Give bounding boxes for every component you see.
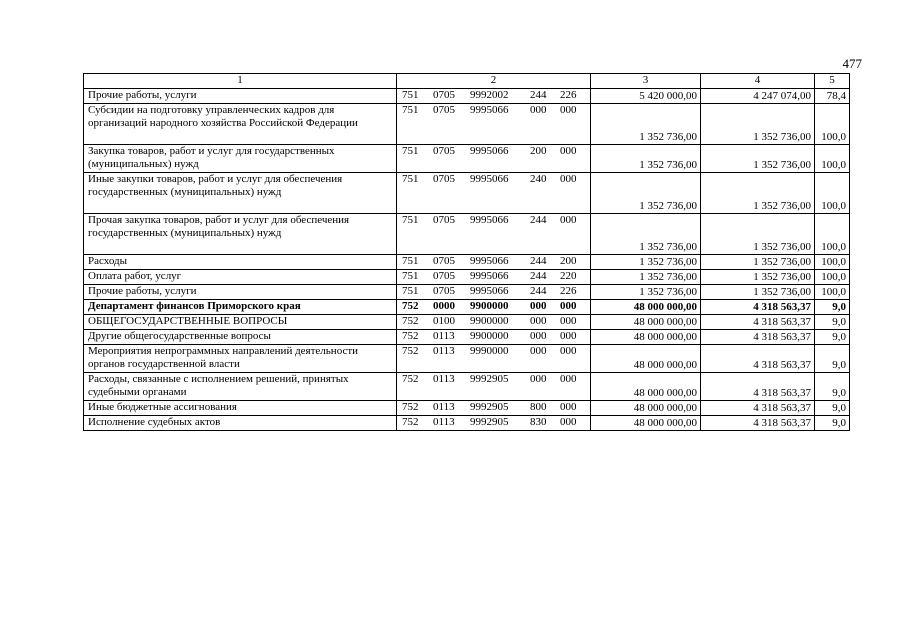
budget-table: [83, 73, 850, 431]
header-cell-2: 2: [397, 74, 591, 89]
row-plan-cell: 5 420 000,00: [591, 89, 701, 104]
code-part-4: 000: [530, 315, 547, 327]
table-row: [84, 300, 850, 315]
code-part-3: 9992905: [470, 401, 509, 413]
code-part-5: 000: [560, 373, 577, 385]
code-part-2: 0705: [433, 285, 455, 297]
code-part-1: 751: [402, 89, 419, 101]
row-percent-cell: 100,0: [815, 270, 850, 285]
row-code-cell: [397, 315, 591, 330]
code-part-5: 000: [560, 345, 577, 357]
code-part-4: 800: [530, 401, 547, 413]
row-name-cell: Прочие работы, услуги: [84, 89, 397, 104]
code-part-3: 9995066: [470, 255, 509, 267]
code-part-4: 830: [530, 416, 547, 428]
row-actual-cell: 4 318 563,37: [701, 416, 815, 431]
row-percent-cell: 100,0: [815, 173, 850, 214]
row-actual-cell: 4 318 563,37: [701, 345, 815, 373]
table-row: [84, 285, 850, 300]
row-plan-cell: 48 000 000,00: [591, 330, 701, 345]
row-name-cell: Исполнение судебных актов: [84, 416, 397, 431]
row-name-cell: Расходы: [84, 255, 397, 270]
code-part-3: 9990000: [470, 345, 509, 357]
row-percent-cell: 78,4: [815, 89, 850, 104]
code-part-4: 244: [530, 285, 547, 297]
row-actual-cell: 1 352 736,00: [701, 214, 815, 255]
row-actual-cell: 4 318 563,37: [701, 300, 815, 315]
code-part-5: 200: [560, 255, 577, 267]
code-part-2: 0113: [433, 401, 455, 413]
row-code-cell: [397, 285, 591, 300]
code-part-1: 752: [402, 345, 419, 357]
row-code-cell: [397, 104, 591, 145]
row-plan-cell: 1 352 736,00: [591, 104, 701, 145]
row-plan-cell: 1 352 736,00: [591, 255, 701, 270]
row-code-cell: [397, 145, 591, 173]
row-actual-cell: 1 352 736,00: [701, 173, 815, 214]
row-code-cell: [397, 270, 591, 285]
code-part-3: 9995066: [470, 214, 509, 226]
row-actual-cell: 4 318 563,37: [701, 373, 815, 401]
code-part-3: 9992002: [470, 89, 509, 101]
code-part-4: 240: [530, 173, 547, 185]
code-part-5: 000: [560, 300, 577, 312]
row-actual-cell: 1 352 736,00: [701, 285, 815, 300]
code-part-3: 9995066: [470, 285, 509, 297]
header-cell-3: 3: [591, 74, 701, 89]
table-row: [84, 373, 850, 401]
code-part-1: 751: [402, 173, 419, 185]
code-part-1: 751: [402, 214, 419, 226]
row-name-cell: Прочая закупка товаров, работ и услуг для обеспечения государственных (муниципальных) нужд: [84, 214, 397, 255]
row-code-cell: [397, 173, 591, 214]
table-row: [84, 104, 850, 145]
code-part-4: 244: [530, 89, 547, 101]
code-part-1: 752: [402, 416, 419, 428]
row-name-cell: Департамент финансов Приморского края: [84, 300, 397, 315]
code-part-3: 9992905: [470, 416, 509, 428]
code-part-4: 200: [530, 145, 547, 157]
code-part-5: 000: [560, 416, 577, 428]
code-part-3: 9995066: [470, 145, 509, 157]
row-percent-cell: 9,0: [815, 330, 850, 345]
row-actual-cell: 1 352 736,00: [701, 145, 815, 173]
table-row: [84, 345, 850, 373]
row-actual-cell: 4 318 563,37: [701, 401, 815, 416]
page-number: 477: [842, 56, 862, 71]
table-row: [84, 89, 850, 104]
row-name-cell: Иные бюджетные ассигнования: [84, 401, 397, 416]
row-plan-cell: 48 000 000,00: [591, 373, 701, 401]
row-name-cell: Иные закупки товаров, работ и услуг для обеспечения государственных (муниципальных) нужд: [84, 173, 397, 214]
row-code-cell: [397, 401, 591, 416]
code-part-5: 226: [560, 89, 577, 101]
code-part-2: 0113: [433, 345, 455, 357]
row-code-cell: [397, 214, 591, 255]
header-cell-1: 1: [84, 74, 397, 89]
row-code-cell: [397, 255, 591, 270]
table-row: [84, 145, 850, 173]
table-header-row: [84, 74, 850, 89]
code-part-2: 0705: [433, 89, 455, 101]
row-code-cell: [397, 416, 591, 431]
code-part-3: 9900000: [470, 300, 509, 312]
table-row: [84, 214, 850, 255]
code-part-3: 9995066: [470, 270, 509, 282]
code-part-5: 000: [560, 214, 577, 226]
code-part-5: 000: [560, 401, 577, 413]
row-percent-cell: 100,0: [815, 104, 850, 145]
row-plan-cell: 48 000 000,00: [591, 416, 701, 431]
row-name-cell: Мероприятия непрограммных направлений деятельности органов государственной власти: [84, 345, 397, 373]
row-actual-cell: 1 352 736,00: [701, 255, 815, 270]
table-row: [84, 270, 850, 285]
row-actual-cell: 1 352 736,00: [701, 104, 815, 145]
row-name-cell: Закупка товаров, работ и услуг для государственных (муниципальных) нужд: [84, 145, 397, 173]
row-actual-cell: 4 318 563,37: [701, 330, 815, 345]
table-body: [84, 89, 850, 431]
row-percent-cell: 9,0: [815, 300, 850, 315]
code-part-1: 752: [402, 401, 419, 413]
row-plan-cell: 1 352 736,00: [591, 214, 701, 255]
code-part-2: 0113: [433, 416, 455, 428]
row-percent-cell: 9,0: [815, 345, 850, 373]
row-name-cell: Оплата работ, услуг: [84, 270, 397, 285]
row-code-cell: [397, 330, 591, 345]
row-percent-cell: 100,0: [815, 255, 850, 270]
row-plan-cell: 48 000 000,00: [591, 315, 701, 330]
row-plan-cell: 1 352 736,00: [591, 145, 701, 173]
row-name-cell: Другие общегосударственные вопросы: [84, 330, 397, 345]
row-percent-cell: 9,0: [815, 315, 850, 330]
code-part-1: 752: [402, 373, 419, 385]
code-part-2: 0113: [433, 373, 455, 385]
code-part-1: 752: [402, 330, 419, 342]
code-part-1: 752: [402, 315, 419, 327]
table-row: [84, 416, 850, 431]
row-plan-cell: 1 352 736,00: [591, 270, 701, 285]
table-row: [84, 255, 850, 270]
code-part-2: 0705: [433, 145, 455, 157]
code-part-3: 9992905: [470, 373, 509, 385]
code-part-4: 244: [530, 270, 547, 282]
code-part-2: 0705: [433, 173, 455, 185]
code-part-1: 752: [402, 300, 419, 312]
code-part-2: 0705: [433, 270, 455, 282]
code-part-5: 000: [560, 173, 577, 185]
code-part-3: 9900000: [470, 315, 509, 327]
row-name-cell: Прочие работы, услуги: [84, 285, 397, 300]
row-percent-cell: 9,0: [815, 401, 850, 416]
row-name-cell: ОБЩЕГОСУДАРСТВЕННЫЕ ВОПРОСЫ: [84, 315, 397, 330]
code-part-2: 0705: [433, 104, 455, 116]
code-part-2: 0000: [433, 300, 455, 312]
code-part-1: 751: [402, 145, 419, 157]
row-name-cell: Субсидии на подготовку управленческих кадров для организаций народного хозяйства Российской Федерации: [84, 104, 397, 145]
code-part-4: 000: [530, 104, 547, 116]
row-plan-cell: 48 000 000,00: [591, 401, 701, 416]
table-row: [84, 315, 850, 330]
code-part-2: 0705: [433, 214, 455, 226]
row-plan-cell: 1 352 736,00: [591, 285, 701, 300]
row-plan-cell: 48 000 000,00: [591, 300, 701, 315]
code-part-2: 0705: [433, 255, 455, 267]
row-code-cell: [397, 89, 591, 104]
code-part-5: 220: [560, 270, 577, 282]
code-part-5: 226: [560, 285, 577, 297]
row-percent-cell: 100,0: [815, 145, 850, 173]
row-code-cell: [397, 300, 591, 315]
code-part-1: 751: [402, 270, 419, 282]
row-percent-cell: 9,0: [815, 373, 850, 401]
code-part-4: 000: [530, 345, 547, 357]
code-part-3: 9995066: [470, 104, 509, 116]
row-plan-cell: 48 000 000,00: [591, 345, 701, 373]
table-row: [84, 330, 850, 345]
row-percent-cell: 9,0: [815, 416, 850, 431]
code-part-5: 000: [560, 330, 577, 342]
code-part-5: 000: [560, 104, 577, 116]
code-part-4: 000: [530, 373, 547, 385]
code-part-2: 0100: [433, 315, 455, 327]
row-actual-cell: 1 352 736,00: [701, 270, 815, 285]
row-plan-cell: 1 352 736,00: [591, 173, 701, 214]
code-part-4: 000: [530, 300, 547, 312]
code-part-3: 9995066: [470, 173, 509, 185]
code-part-5: 000: [560, 315, 577, 327]
code-part-1: 751: [402, 255, 419, 267]
code-part-2: 0113: [433, 330, 455, 342]
code-part-4: 000: [530, 330, 547, 342]
row-percent-cell: 100,0: [815, 285, 850, 300]
header-cell-5: 5: [815, 74, 850, 89]
row-actual-cell: 4 318 563,37: [701, 315, 815, 330]
code-part-3: 9900000: [470, 330, 509, 342]
code-part-1: 751: [402, 104, 419, 116]
table-row: [84, 173, 850, 214]
code-part-1: 751: [402, 285, 419, 297]
table-row: [84, 401, 850, 416]
row-percent-cell: 100,0: [815, 214, 850, 255]
row-code-cell: [397, 373, 591, 401]
code-part-5: 000: [560, 145, 577, 157]
row-code-cell: [397, 345, 591, 373]
row-actual-cell: 4 247 074,00: [701, 89, 815, 104]
row-name-cell: Расходы, связанные с исполнением решений, принятых судебными органами: [84, 373, 397, 401]
header-cell-4: 4: [701, 74, 815, 89]
code-part-4: 244: [530, 214, 547, 226]
code-part-4: 244: [530, 255, 547, 267]
